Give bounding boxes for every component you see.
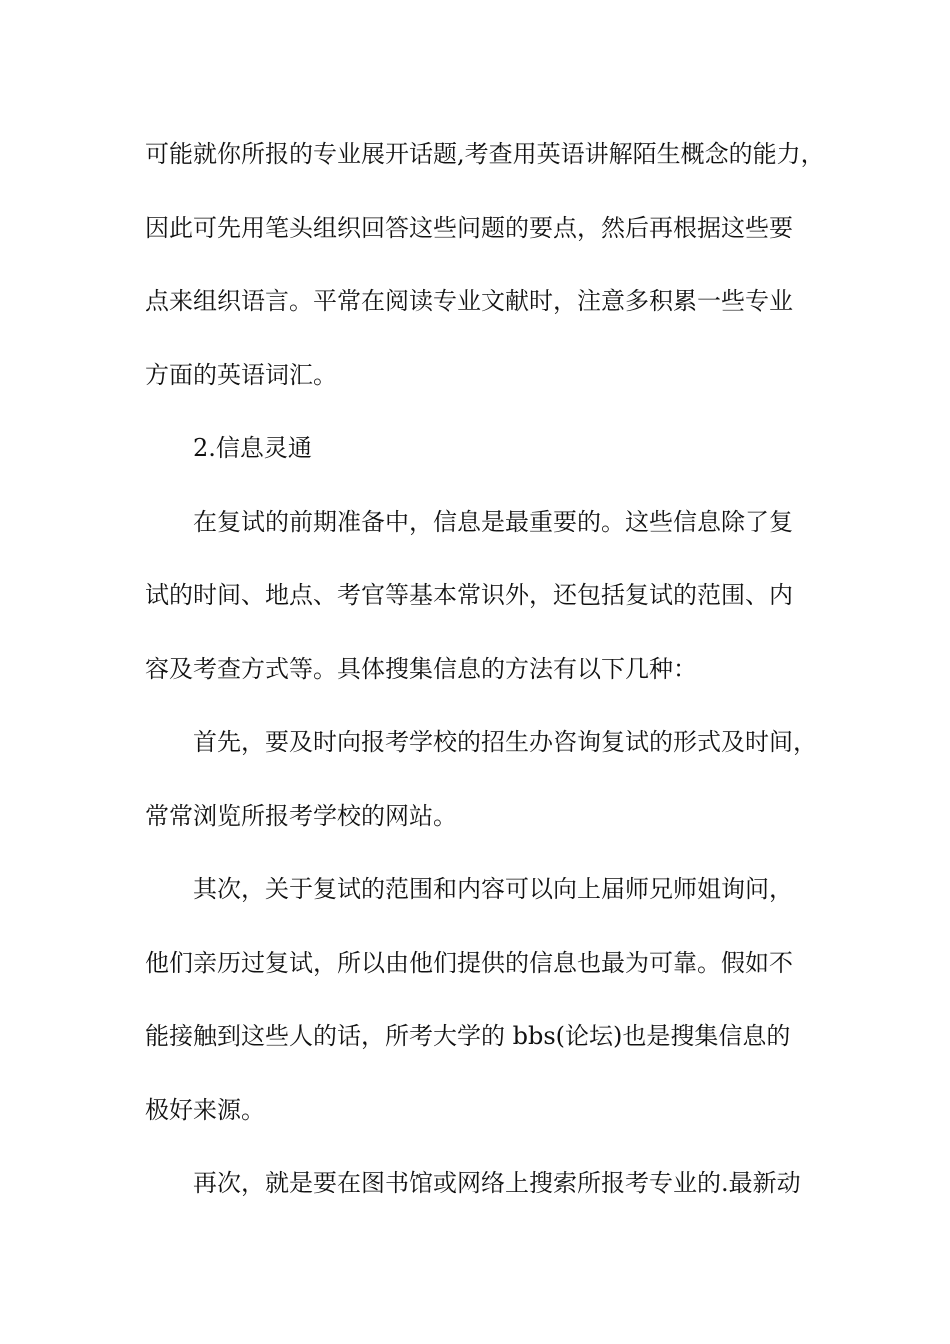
text-line: 容及考查方式等。具体搜集信息的方法有以下几种： — [145, 654, 697, 683]
text-line: 他们亲历过复试，所以由他们提供的信息也最为可靠。假如不 — [145, 948, 793, 977]
paragraph-start: 在复试的前期准备中，信息是最重要的。这些信息除了复 — [193, 507, 793, 536]
text-line: 极好来源。 — [145, 1095, 265, 1124]
paragraph-start: 再次，就是要在图书馆或网络上搜索所报考专业的.最新动 — [193, 1169, 801, 1197]
paragraph-start: 其次，关于复试的范围和内容可以向上届师兄师姐询问， — [193, 875, 793, 903]
text-line: 因此可先用笔头组织回答这些问题的要点，然后再根据这些要 — [145, 213, 793, 242]
text-line: 可能就你所报的专业展开话题,考查用英语讲解陌生概念的能力， — [145, 140, 825, 168]
document-body — [145, 130, 825, 1233]
text-line: 常常浏览所报考学校的网站。 — [145, 801, 457, 830]
text-line: 试的时间、地点、考官等基本常识外，还包括复试的范围、内 — [145, 581, 793, 609]
paragraph-start: 首先，要及时向报考学校的招生办咨询复试的形式及时间， — [193, 728, 817, 756]
text-line: 点来组织语言。平常在阅读专业文献时，注意多积累一些专业 — [145, 287, 793, 315]
text-line: 方面的英语词汇。 — [145, 360, 337, 389]
text-line: 能接触到这些人的话，所考大学的 bbs(论坛)也是搜集信息的 — [145, 1022, 791, 1050]
section-heading: 2.信息灵通 — [193, 434, 312, 462]
